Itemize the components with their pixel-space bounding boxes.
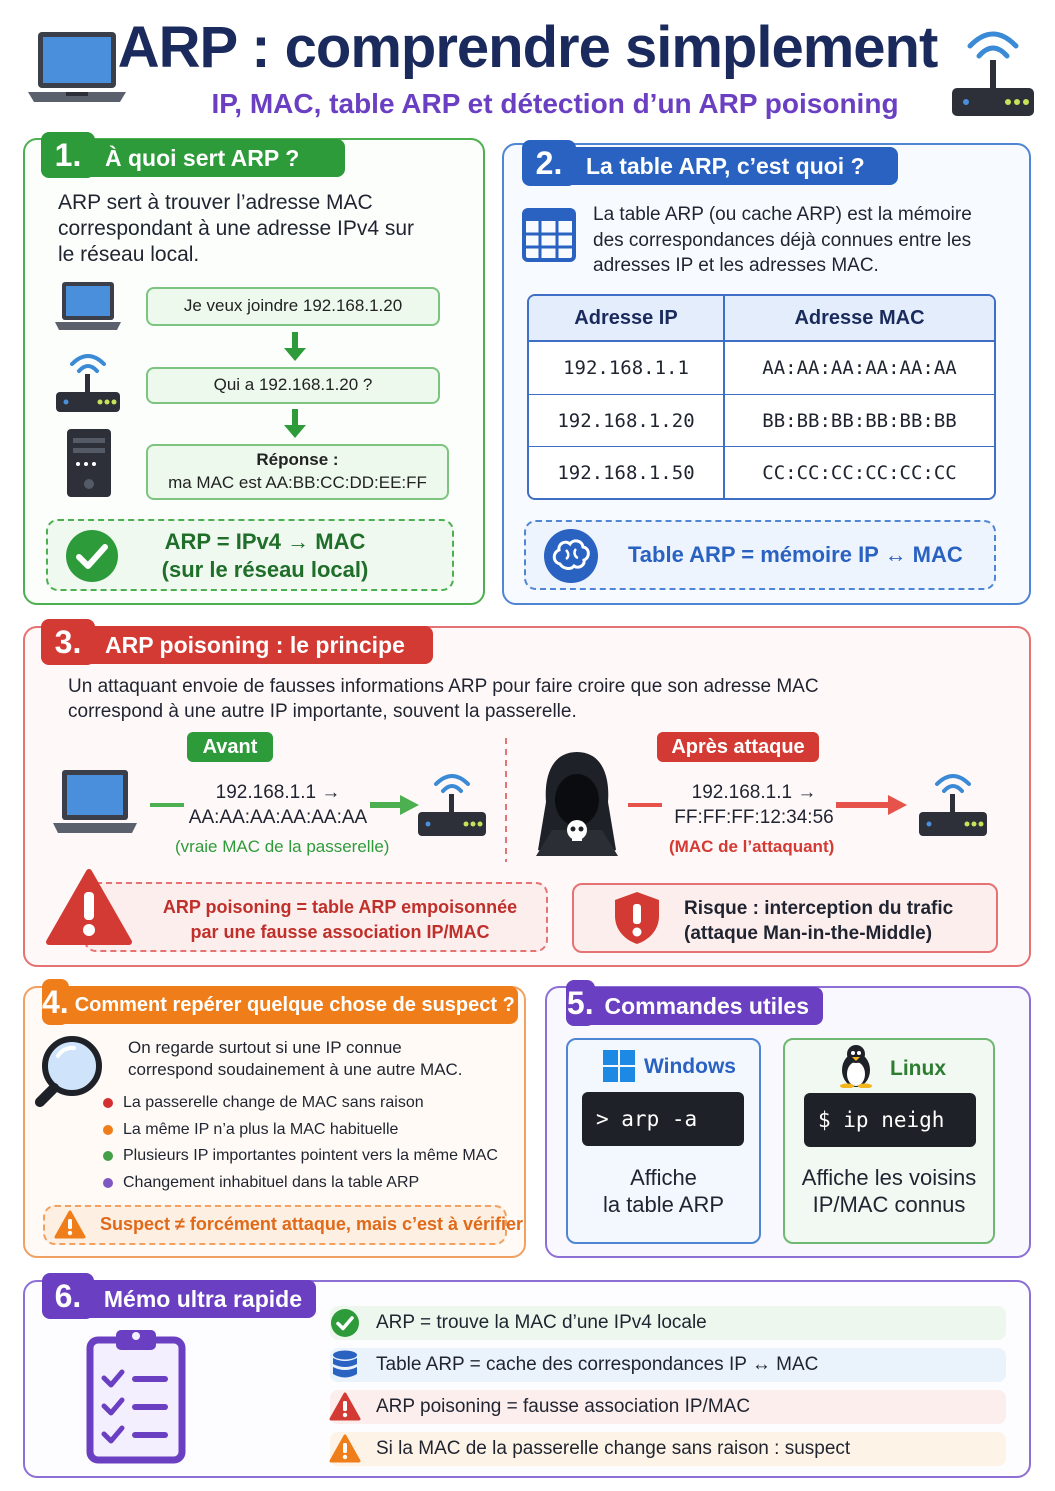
- arp-ip-cell: 192.168.1.1: [529, 342, 725, 394]
- database-icon: [332, 1350, 358, 1380]
- memo-item: [330, 1306, 1006, 1340]
- section-4-number: 4.: [42, 979, 69, 1025]
- arrow-down-icon: [283, 332, 307, 362]
- arp-step-broadcast: Qui a 192.168.1.20 ?: [146, 367, 440, 404]
- memo-item-text: ARP = trouve la MAC d’une IPv4 locale: [376, 1312, 707, 1333]
- router-icon: [917, 766, 989, 838]
- section-2-intro: La table ARP (ou cache ARP) est la mémoire des correspondances déjà connues entre les adresses IP et les adresses MAC.: [593, 204, 972, 276]
- memo-item-text: Si la MAC de la passerelle change sans raison : suspect: [376, 1438, 851, 1459]
- windows-desc-line2: la table ARP: [602, 1192, 725, 1217]
- clipboard-icon: [86, 1326, 186, 1464]
- windows-description: [566, 1164, 761, 1218]
- list-item: [103, 1170, 498, 1197]
- windows-desc-line1: Affiche: [630, 1165, 697, 1190]
- poisoning-definition-line2: par une fausse association IP/MAC: [190, 922, 490, 942]
- section-4-header: [42, 983, 518, 1024]
- list-item: [103, 1143, 498, 1170]
- section-4-intro-line1: On regarde surtout si une IP connue: [128, 1038, 402, 1057]
- warning-icon: [46, 868, 132, 946]
- router-icon: [948, 24, 1038, 120]
- bullet-dot: [103, 1151, 113, 1161]
- router-icon: [416, 766, 488, 838]
- memo-item-text: ARP poisoning = fausse association IP/MAC: [376, 1396, 751, 1417]
- list-item: [103, 1117, 498, 1144]
- list-item: [103, 1090, 498, 1117]
- memo-item: [330, 1348, 1006, 1382]
- arp-ip-cell: 192.168.1.20: [529, 394, 725, 446]
- before-mapping: [188, 780, 368, 830]
- magnifier-icon: [30, 1034, 104, 1110]
- poisoning-definition-line1: ARP poisoning = table ARP empoisonnée: [162, 897, 518, 917]
- risk-line1: Risque : interception du trafic: [684, 898, 954, 919]
- brain-icon: [542, 528, 600, 584]
- arrow-down-icon: [283, 409, 307, 439]
- windows-logo-icon: [603, 1050, 635, 1082]
- bullet-dot: [103, 1098, 113, 1108]
- arp-table-summary-text: Table ARP = mémoire IP ↔ MAC: [628, 542, 963, 567]
- after-mapping: [664, 780, 844, 830]
- section-3-title: ARP poisoning : le principe: [105, 631, 405, 658]
- bullet-dot: [103, 1125, 113, 1135]
- shield-icon: [612, 890, 662, 946]
- section-1-intro: ARP sert à trouver l’adresse MAC correspondant à une adresse IPv4 sur le réseau local.: [58, 191, 415, 266]
- linux-description: [783, 1164, 995, 1218]
- arp-mac-cell: CC:CC:CC:CC:CC:CC: [725, 446, 994, 498]
- after-label: Après attaque: [657, 732, 819, 762]
- bullet-dot: [103, 1178, 113, 1188]
- after-mapping-mac: FF:FF:FF:12:34:56: [674, 807, 834, 828]
- section-2-title: La table ARP, c’est quoi ?: [586, 152, 865, 179]
- poisoning-definition-text: [140, 895, 540, 945]
- section-1-header: [43, 136, 345, 177]
- linux-desc-line2: IP/MAC connus: [812, 1192, 966, 1217]
- laptop-icon: [52, 768, 138, 836]
- suspicion-list: [103, 1090, 498, 1196]
- arp-reply-label: Réponse :: [256, 450, 339, 470]
- section-5-number: 5.: [566, 980, 595, 1026]
- section-1-number: 1.: [41, 132, 95, 178]
- risk-line2: (attaque Man-in-the-Middle): [684, 923, 933, 944]
- linux-command: $ ip neigh: [804, 1093, 976, 1147]
- section-6-number: 6.: [42, 1273, 94, 1319]
- section-2-number: 2.: [522, 140, 576, 186]
- arp-table: [527, 294, 996, 500]
- arp-summary-line2: (sur le réseau local): [161, 557, 369, 582]
- windows-name: Windows: [644, 1055, 736, 1078]
- risk-text: [684, 896, 953, 946]
- arp-step-reply: [146, 444, 449, 500]
- windows-command: > arp -a: [582, 1092, 744, 1146]
- arp-table-header-ip: Adresse IP: [529, 296, 725, 342]
- hacker-icon: [532, 750, 622, 858]
- arp-reply-mac: ma MAC est AA:BB:CC:DD:EE:FF: [168, 473, 427, 492]
- list-item-text: Plusieurs IP importantes pointent vers la même MAC: [123, 1147, 498, 1165]
- arp-summary-line1: ARP = IPv4 → MAC: [164, 529, 366, 554]
- section-6-header: [44, 1277, 316, 1318]
- before-note: (vraie MAC de la passerelle): [175, 837, 390, 856]
- router-icon: [54, 348, 122, 414]
- after-note: (MAC de l’attaquant): [669, 837, 835, 856]
- page-subtitle: IP, MAC, table ARP et détection d’un ARP poisoning: [211, 88, 899, 119]
- section-3-intro-line1: Un attaquant envoie de fausses informations ARP pour faire croire que son adresse MAC: [68, 676, 819, 697]
- section-2-header: [524, 144, 898, 185]
- before-label: Avant: [187, 732, 273, 762]
- section-4-title: Comment repérer quelque chose de suspect ?: [74, 993, 515, 1016]
- section-4-intro-line2: correspond soudainement à une autre MAC.: [128, 1060, 463, 1079]
- arp-mac-cell: AA:AA:AA:AA:AA:AA: [762, 357, 957, 379]
- arp-step-request: Je veux joindre 192.168.1.20: [146, 287, 440, 326]
- linux-desc-line1: Affiche les voisins: [801, 1165, 977, 1190]
- server-icon: [66, 428, 112, 498]
- arp-table-header-mac: Adresse MAC: [725, 296, 994, 342]
- after-mapping-ip: 192.168.1.1 →: [691, 782, 817, 803]
- before-mapping-ip: 192.168.1.1 →: [215, 782, 341, 803]
- list-item-text: Changement inhabituel dans la table ARP: [123, 1173, 420, 1191]
- table-row: [529, 394, 994, 446]
- linux-name: Linux: [890, 1057, 946, 1080]
- section-3-header: [43, 623, 433, 664]
- table-row: [529, 342, 994, 394]
- section-3-intro: [68, 674, 968, 724]
- arp-summary-text: [150, 528, 380, 584]
- section-5-title: Commandes utiles: [604, 992, 809, 1019]
- check-icon: [330, 1308, 360, 1338]
- list-item-text: La passerelle change de MAC sans raison: [123, 1094, 424, 1112]
- caution-icon: [329, 1434, 361, 1464]
- divider: [504, 738, 508, 862]
- line-connector: [628, 798, 664, 812]
- check-circle-icon: [64, 528, 120, 584]
- page-title: ARP : comprendre simplement: [117, 15, 938, 80]
- warning-icon: [329, 1392, 361, 1422]
- section-1-title: À quoi sert ARP ?: [105, 144, 300, 171]
- laptop-icon: [54, 280, 122, 332]
- before-mapping-mac: AA:AA:AA:AA:AA:AA: [188, 807, 368, 828]
- memo-item: [330, 1390, 1006, 1424]
- table-row: [529, 446, 994, 498]
- list-item-text: La même IP n’a plus la MAC habituelle: [123, 1120, 399, 1138]
- section-4-intro: [128, 1037, 463, 1081]
- arp-mac-cell: BB:BB:BB:BB:BB:BB: [725, 394, 994, 446]
- section-5-header: [566, 984, 823, 1025]
- table-grid-icon: [522, 208, 576, 262]
- arrow-right-icon: [836, 794, 908, 816]
- line-connector: [150, 798, 186, 812]
- section-3-intro-line2: correspond à une autre IP importante, souvent la passerelle.: [68, 701, 577, 722]
- section-3-number: 3.: [41, 619, 95, 665]
- linux-penguin-icon: [836, 1044, 876, 1088]
- warning-icon: [54, 1210, 86, 1240]
- suspect-note-text: Suspect ≠ forcément attaque, mais c’est à vérifier: [100, 1214, 524, 1234]
- arrow-right-icon: [370, 794, 420, 816]
- memo-item: [330, 1432, 1006, 1466]
- section-6-title: Mémo ultra rapide: [103, 1285, 302, 1312]
- arp-ip-cell: 192.168.1.50: [529, 446, 725, 498]
- memo-item-text: Table ARP = cache des correspondances IP ↔ MAC: [376, 1354, 819, 1375]
